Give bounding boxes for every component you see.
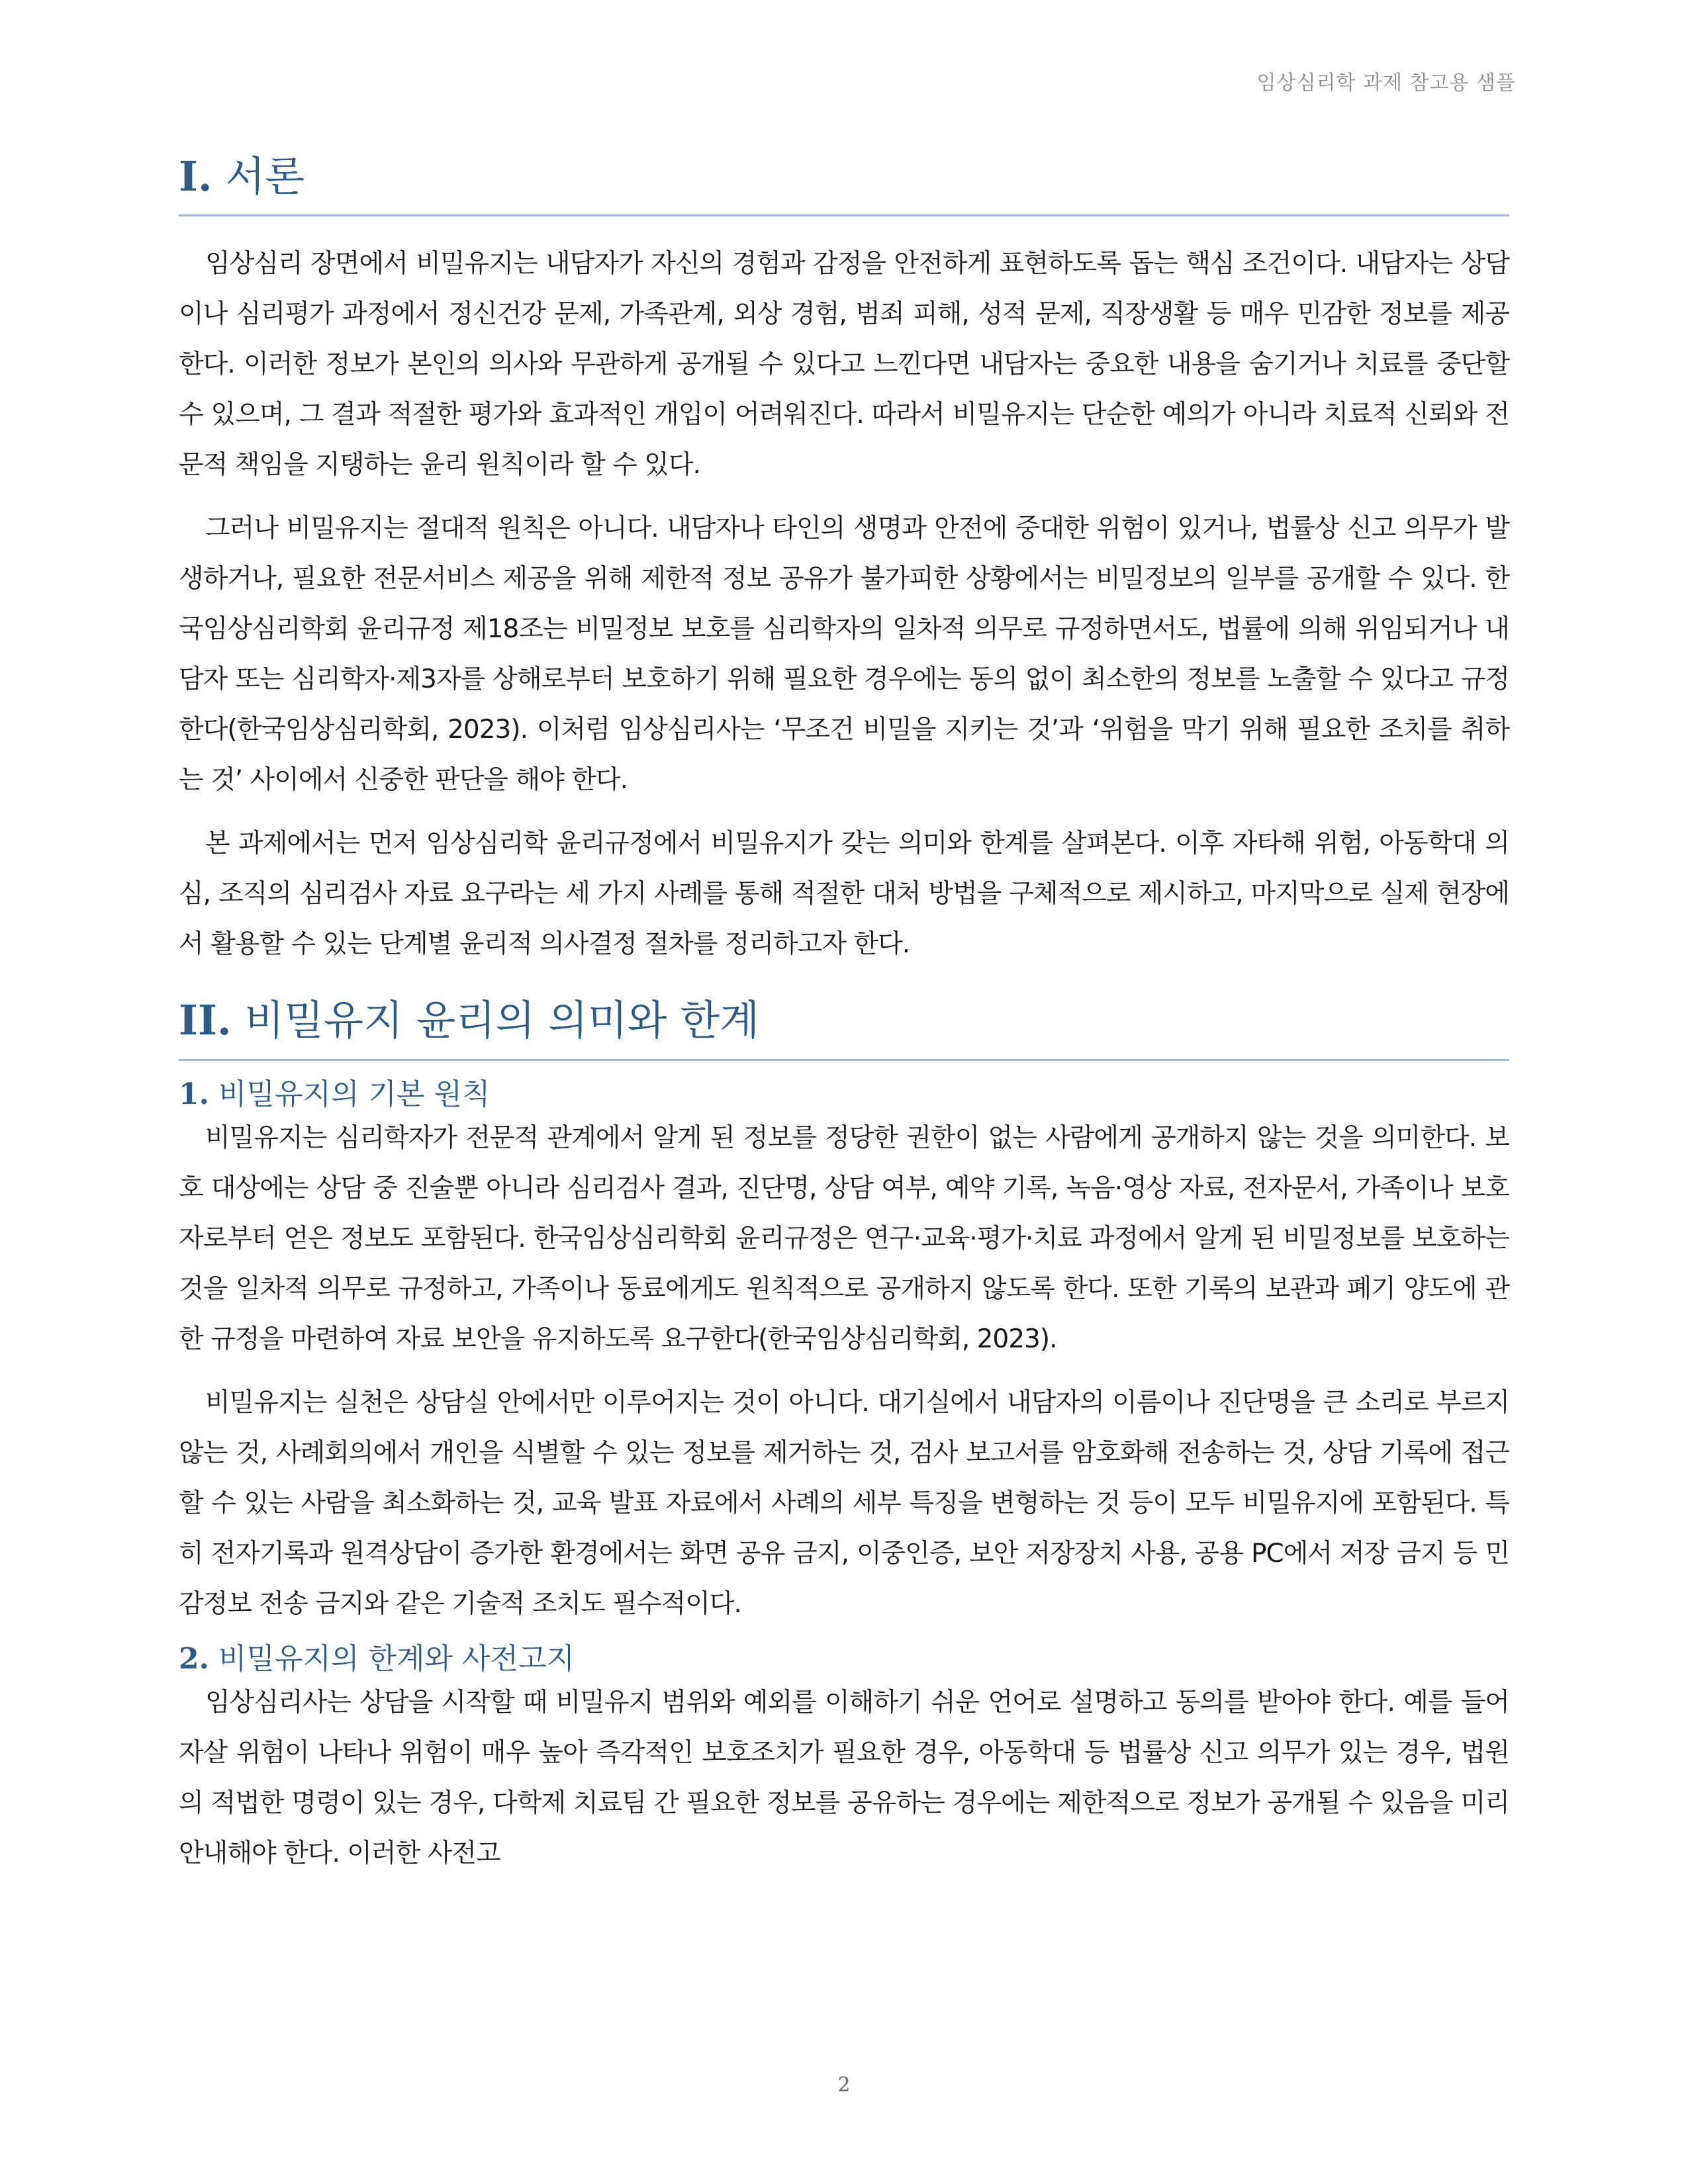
section-title: 서론 <box>225 152 305 201</box>
subsection-heading <box>179 1075 1509 1113</box>
subsection-title: 비밀유지의 한계와 사전고지 <box>218 1641 575 1676</box>
subsection-number: 2. <box>179 1641 209 1676</box>
paragraph: 본 과제에서는 먼저 임상심리학 윤리규정에서 비밀유지가 갖는 의미와 한계를 살펴본다. 이후 자타해 위험, 아동학대 의심, 조직의 심리검사 자료 요구라는 세 가지 사례를 통해 적절한 대처 방법을 구체적으로 제시하고, 마지막으로 실제 현장에서 활용할 수 있는 단계별 윤리적 의사결정 절차를 정리하고자 한다. <box>179 829 1509 960</box>
section-title: 비밀유지 윤리의 의미와 한계 <box>244 996 760 1045</box>
paragraph: 그러나 비밀유지는 절대적 원칙은 아니다. 내담자나 타인의 생명과 안전에 중대한 위험이 있거나, 법률상 신고 의무가 발생하거나, 필요한 전문서비스 제공을 위해 제한적 정보 공유가 불가피한 상황에서는 비밀정보의 일부를 공개할 수 있다. 한국임상심리학회 윤리규정 제18조는 비밀정보 보호를 심리학자의 일차적 의무로 규정하면서도, 법률에 의해 위임되거나 내담자 또는 심리학자·제3자를 상해로부터 보호하기 위해 필요한 경우에는 동의 없이 최소한의 정보를 노출할 수 있다고 규정한다(한국임상심리학회, 2023). 이처럼 임상심리사는 ‘무조건 비밀을 지키는 것’과 ‘위험을 막기 위해 필요한 조치를 취하는 것’ 사이에서 신중한 판단을 해야 한다. <box>179 514 1509 796</box>
subsection-title: 비밀유지의 기본 원칙 <box>218 1077 491 1111</box>
section-number: I. <box>179 152 212 201</box>
section-heading-introduction <box>179 152 1509 216</box>
section-heading-confidentiality <box>179 996 1509 1060</box>
paragraph: 비밀유지는 심리학자가 전문적 관계에서 알게 된 정보를 정당한 권한이 없는 사람에게 공개하지 않는 것을 의미한다. 보호 대상에는 상담 중 진술뿐 아니라 심리검사 결과, 진단명, 상담 여부, 예약 기록, 녹음·영상 자료, 전자문서, 가족이나 보호자로부터 얻은 정보도 포함된다. 한국임상심리학회 윤리규정은 연구·교육·평가·치료 과정에서 알게 된 비밀정보를 보호하는 것을 일차적 의무로 규정하고, 가족이나 동료에게도 원칙적으로 공개하지 않도록 한다. 또한 기록의 보관과 폐기 양도에 관한 규정을 마련하여 자료 보안을 유지하도록 요구한다(한국임상심리학회, 2023). <box>179 1122 1509 1354</box>
paragraph: 임상심리 장면에서 비밀유지는 내담자가 자신의 경험과 감정을 안전하게 표현하도록 돕는 핵심 조건이다. 내담자는 상담이나 심리평가 과정에서 정신건강 문제, 가족관계, 외상 경험, 범죄 피해, 성적 문제, 직장생활 등 매우 민감한 정보를 제공한다. 이러한 정보가 본인의 의사와 무관하게 공개될 수 있다고 느낀다면 내담자는 중요한 내용을 숨기거나 치료를 중단할 수 있으며, 그 결과 적절한 평가와 효과적인 개입이 어려워진다. 따라서 비밀유지는 단순한 예의가 아니라 치료적 신뢰와 전문적 책임을 지탱하는 윤리 원칙이라 할 수 있다. <box>179 249 1509 480</box>
running-header: 임상심리학 과제 참고용 샘플 <box>1256 71 1516 95</box>
paragraph: 비밀유지는 실천은 상담실 안에서만 이루어지는 것이 아니다. 대기실에서 내담자의 이름이나 진단명을 큰 소리로 부르지 않는 것, 사례회의에서 개인을 식별할 수 있는 정보를 제거하는 것, 검사 보고서를 암호화해 전송하는 것, 상담 기록에 접근할 수 있는 사람을 최소화하는 것, 교육 발표 자료에서 사례의 세부 특징을 변형하는 것 등이 모두 비밀유지에 포함된다. 특히 전자기록과 원격상담이 증가한 환경에서는 화면 공유 금지, 이중인증, 보안 저장장치 사용, 공용 PC에서 저장 금지 등 민감정보 전송 금지와 같은 기술적 조치도 필수적이다. <box>179 1387 1509 1619</box>
page-content <box>179 152 1509 1879</box>
paragraph: 임상심리사는 상담을 시작할 때 비밀유지 범위와 예외를 이해하기 쉬운 언어로 설명하고 동의를 받아야 한다. 예를 들어 자살 위험이 나타나 위험이 매우 높아 즉각적인 보호조치가 필요한 경우, 아동학대 등 법률상 신고 의무가 있는 경우, 법원의 적법한 명령이 있는 경우, 다학제 치료팀 간 필요한 정보를 공유하는 경우에는 제한적으로 정보가 공개될 수 있음을 미리 안내해야 한다. 이러한 사전고 <box>179 1688 1509 1869</box>
section-number: II. <box>179 996 232 1045</box>
subsection-number: 1. <box>179 1077 209 1111</box>
subsection-heading <box>179 1640 1509 1678</box>
page-number: 2 <box>837 2073 851 2097</box>
